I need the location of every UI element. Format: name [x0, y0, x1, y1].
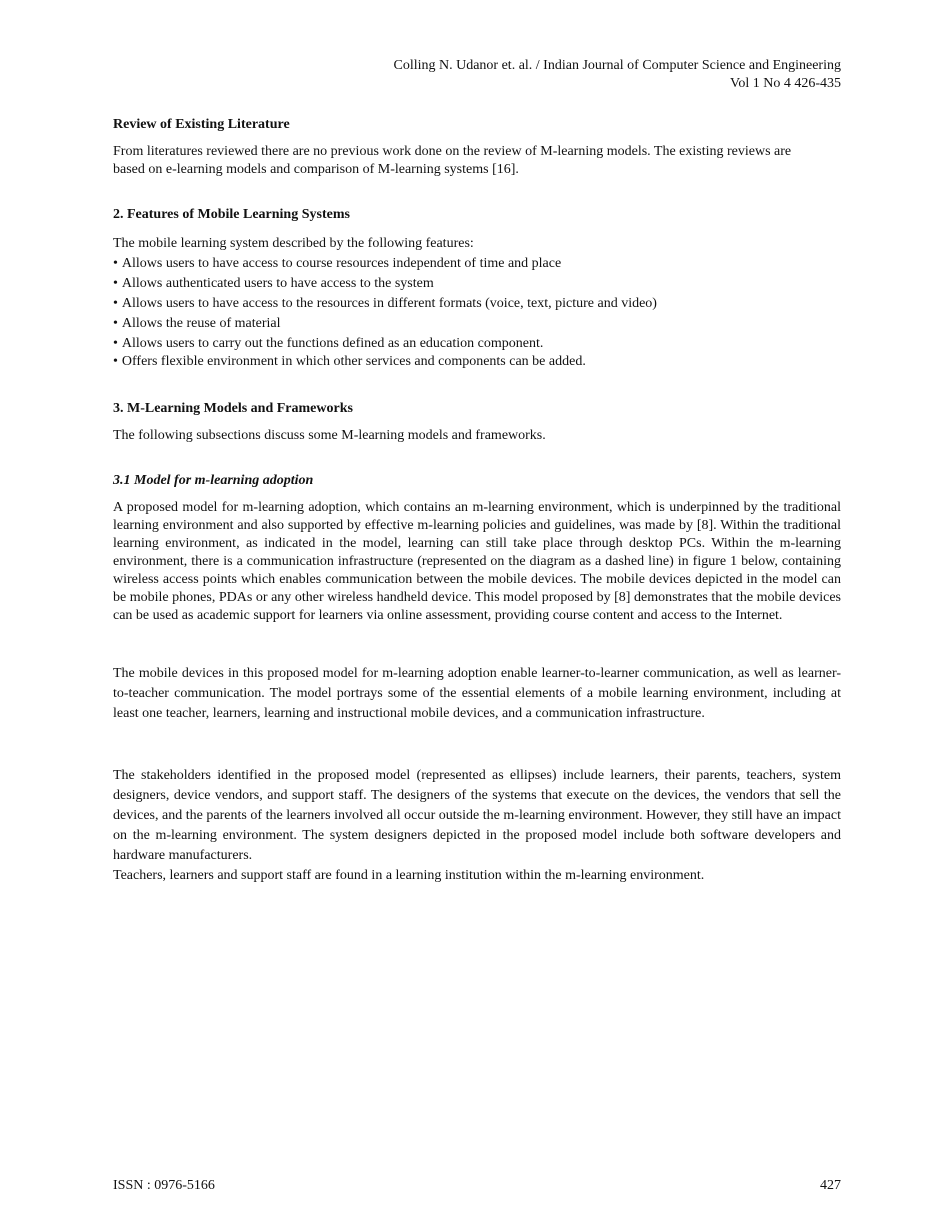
list-item: [113, 353, 841, 371]
list-item: [113, 254, 841, 274]
feature-text: Allows users to have access to course resources independent of time and place: [121, 256, 562, 271]
list-item: [113, 274, 841, 294]
header-volume: Vol 1 No 4 426-435: [730, 76, 841, 91]
bullet-mark: •: [113, 316, 118, 331]
bullet-mark: •: [113, 336, 118, 351]
paper-page: [113, 0, 841, 1232]
list-item: [113, 294, 841, 314]
bullet-mark: •: [113, 296, 118, 311]
features-intro: The mobile learning system described by the following features:: [113, 236, 474, 251]
features-list: [113, 254, 841, 371]
feature-text: Offers flexible environment in which other services and components can be added.: [121, 354, 586, 369]
feature-text: Allows the reuse of material: [121, 316, 281, 331]
page-number: 427: [820, 1178, 841, 1193]
footer-issn: ISSN : 0976-5166: [113, 1178, 215, 1193]
adoption-paragraph-2: The mobile devices in this proposed model for m-learning adoption enable learner-to-learner communication, as well as learner-to-teacher communication. The model portrays some of the essential elements of a mobile learning environment, including at least one teacher, learners, learning and instructional mobile devices, and a communication infrastructure.: [113, 666, 841, 721]
adoption-paragraph-3: The stakeholders identified in the proposed model (represented as ellipses) include learners, their parents, teachers, system designers, device vendors, and support staff. The designers of the systems that execute on the devices, the vendors that sell the devices, and the parents of the learners involved all occur outside the m-learning environment. However, they still have an impact on the m-learning environment. The system designers depicted in the proposed model include both software developers and hardware manufacturers.: [113, 768, 841, 863]
feature-text: Allows users to have access to the resources in different formats (voice, text, picture and video): [121, 296, 657, 311]
adoption-heading: 3.1 Model for m-learning adoption: [113, 473, 314, 488]
adoption-paragraph-1: A proposed model for m-learning adoption, which contains an m-learning environment, which is underpinned by the traditional learning environment and also supported by effective m-learning policies and guidelines, was made by [8]. Within the traditional learning environment, as indicated in the model, learning can still take place through desktop PCs. Within the m-learning environment, there is a communication infrastructure (represented on the diagram as a dashed line) in figure 1 below, containing wireless access points which enables communication between the mobile devices. The mobile devices depicted in the model can be mobile phones, PDAs or any other wireless handheld device. This model proposed by [8] demonstrates that the mobile devices can be used as academic support for learners via online assessment, providing course content and access to the Internet.: [113, 500, 841, 623]
header-citation: Colling N. Udanor et. al. / Indian Journal of Computer Science and Engineering: [393, 58, 841, 73]
bullet-mark: •: [113, 256, 118, 271]
review-paragraph: From literatures reviewed there are no previous work done on the review of M-learning models. The existing reviews are based on e-learning models and comparison of M-learning systems [16].: [113, 144, 792, 177]
review-heading: Review of Existing Literature: [113, 117, 290, 132]
running-header: [393, 57, 841, 93]
features-heading: 2. Features of Mobile Learning Systems: [113, 207, 350, 222]
models-heading: 3. M-Learning Models and Frameworks: [113, 401, 353, 416]
bullet-mark: •: [113, 354, 118, 369]
models-intro: The following subsections discuss some M-learning models and frameworks.: [113, 428, 546, 443]
bullet-mark: •: [113, 276, 118, 291]
list-item: [113, 314, 841, 334]
feature-text: Allows authenticated users to have access to the system: [121, 276, 434, 291]
adoption-paragraph-4: Teachers, learners and support staff are found in a learning institution within the m-learning environment.: [113, 868, 705, 883]
list-item: [113, 334, 841, 353]
feature-text: Allows users to carry out the functions defined as an education component.: [121, 336, 544, 351]
